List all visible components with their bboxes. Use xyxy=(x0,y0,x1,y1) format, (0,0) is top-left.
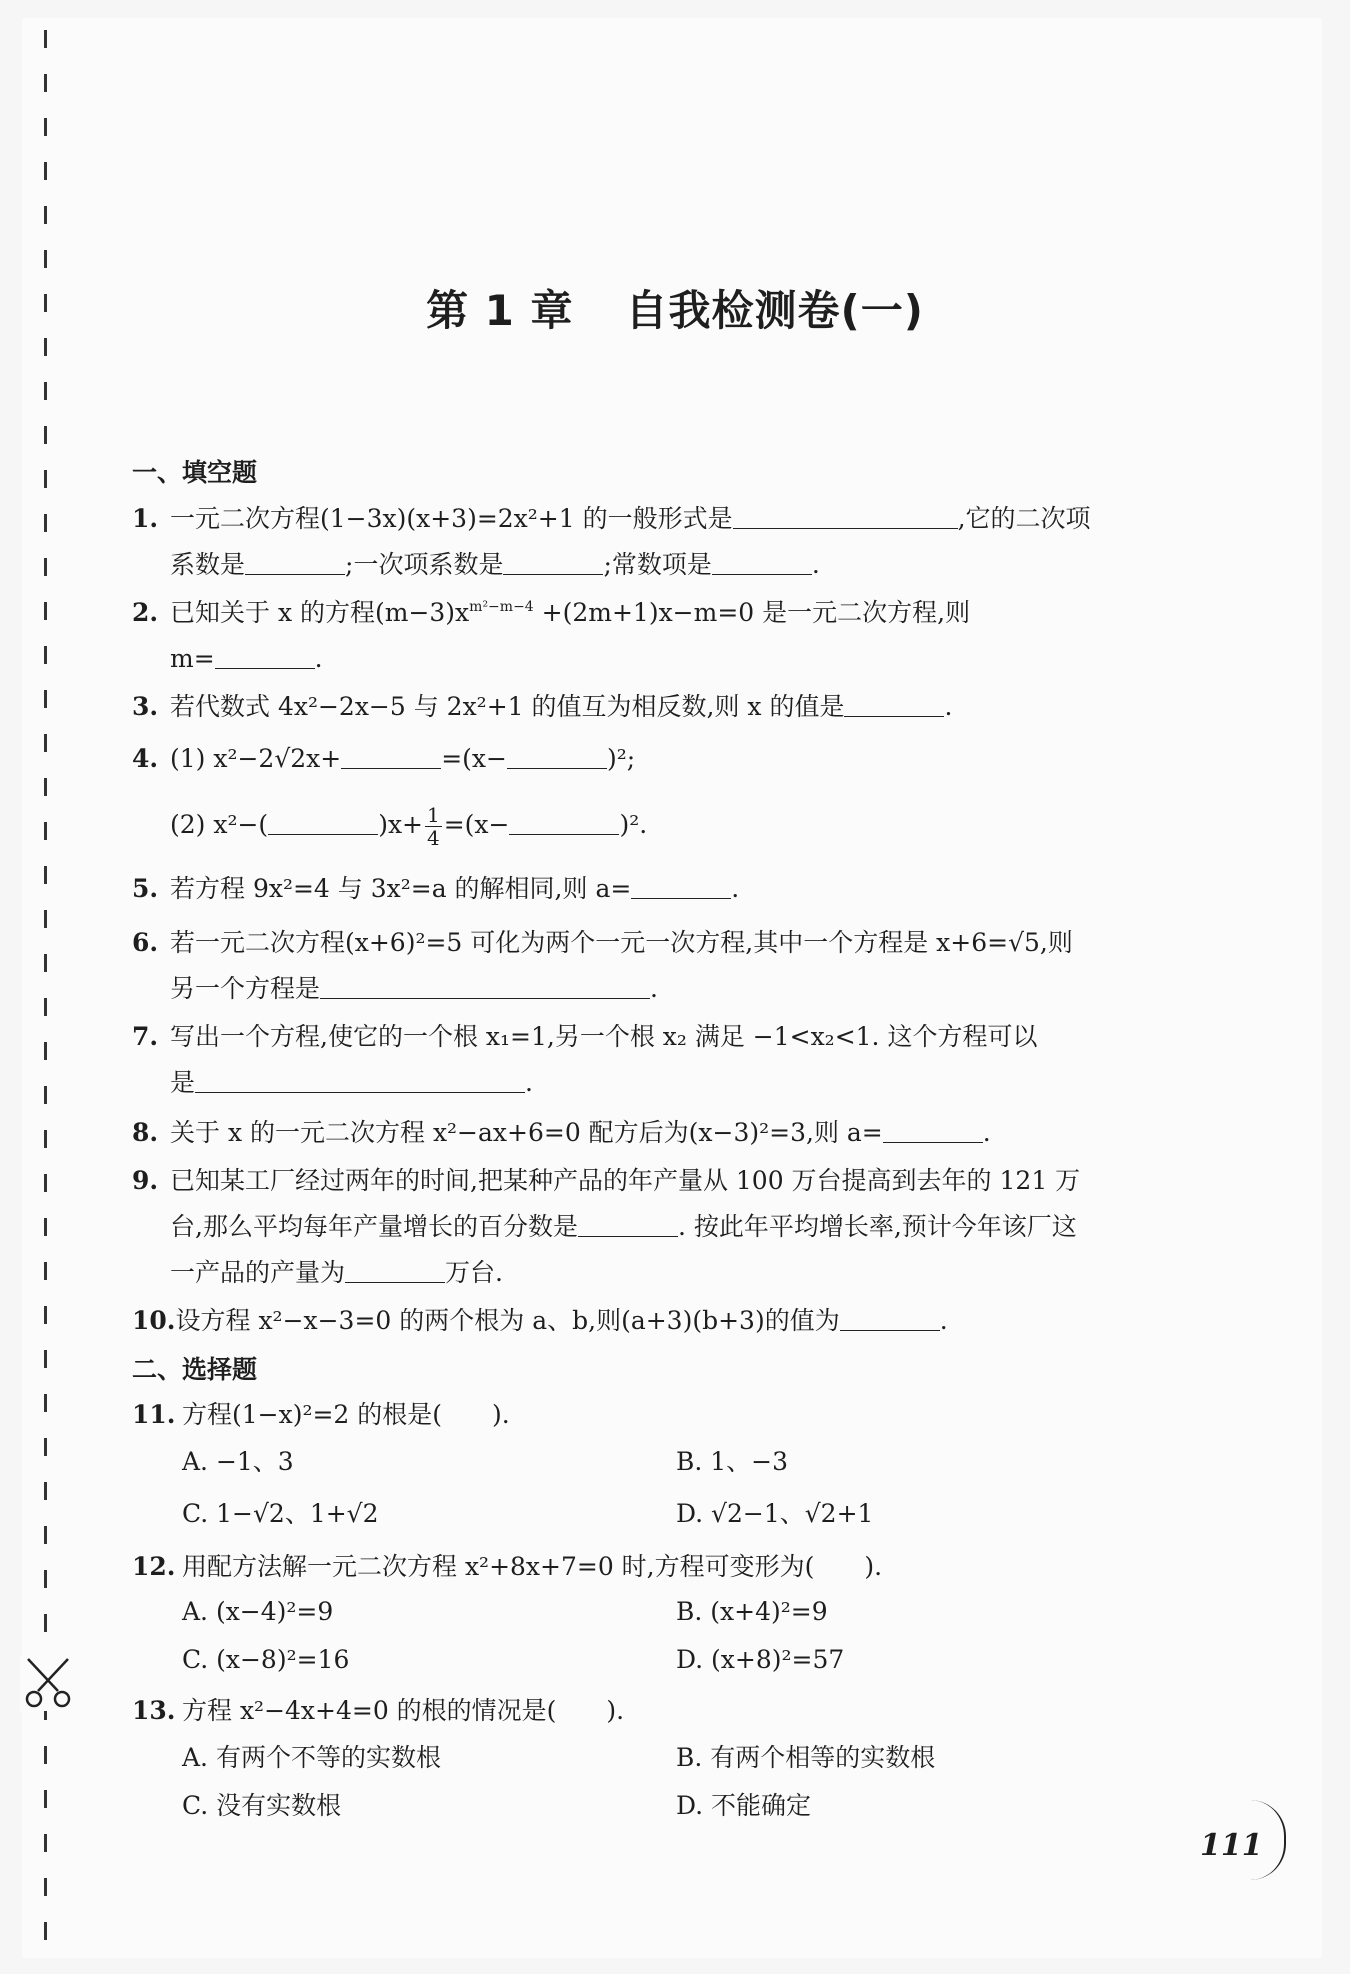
question-number: 3. xyxy=(132,692,159,721)
q12-option-a[interactable]: A. (x−4)²=9 xyxy=(182,1597,334,1626)
question-12: 12. 用配方法解一元二次方程 x²+8x+7=0 时,方程可变形为( ). xyxy=(132,1544,1192,1590)
question-11: 11. 方程(1−x)²=2 的根是( ). xyxy=(132,1392,1192,1438)
answer-blank[interactable] xyxy=(320,976,650,999)
question-number: 4. xyxy=(132,744,159,773)
q11-option-d[interactable]: D. √2−1、√2+1 xyxy=(676,1499,874,1528)
answer-blank[interactable] xyxy=(578,1214,678,1237)
fraction: $\frac{1}{4}$ xyxy=(427,803,440,850)
q13-option-d[interactable]: D. 不能确定 xyxy=(676,1791,812,1820)
question-number: 1. xyxy=(132,504,159,533)
answer-blank[interactable] xyxy=(883,1120,983,1143)
question-number: 11. xyxy=(132,1400,176,1429)
question-number: 9. xyxy=(132,1166,159,1195)
question-4-part-1: 4. (1) x²−2√2x+ =(x− )²; xyxy=(132,736,1192,782)
page-number: 111 xyxy=(1200,1828,1263,1863)
question-2: 2. 已知关于 x 的方程$(m-3)x^{m^2-m-4} +(2m+1)x-m=0$ 是一元二次方程,则 m= . xyxy=(132,590,1192,682)
question-number: 12. xyxy=(132,1552,176,1581)
chapter-label: 第 1 章 xyxy=(426,286,574,335)
question-number: 13. xyxy=(132,1696,176,1725)
answer-blank[interactable] xyxy=(840,1308,940,1331)
question-1: 1. 一元二次方程(1−3x)(x+3)=2x²+1 的一般形式是 ,它的二次项 系数是 ;一次项系数是 ;常数项是 . xyxy=(132,496,1192,588)
answer-blank[interactable] xyxy=(733,506,958,529)
answer-blank[interactable] xyxy=(245,552,345,575)
answer-blank[interactable] xyxy=(844,694,944,717)
q12-option-b[interactable]: B. (x+4)²=9 xyxy=(676,1597,828,1626)
q13-option-b[interactable]: B. 有两个相等的实数根 xyxy=(676,1743,936,1772)
answer-blank[interactable] xyxy=(503,552,603,575)
question-13: 13. 方程 x²−4x+4=0 的根的情况是( ). xyxy=(132,1688,1192,1734)
question-5: 5. 若方程 9x²=4 与 3x²=a 的解相同,则 a= . xyxy=(132,866,1192,912)
scissors-icon xyxy=(20,1655,76,1711)
q12-option-d[interactable]: D. (x+8)²=57 xyxy=(676,1645,845,1674)
question-8: 8. 关于 x 的一元二次方程 x²−ax+6=0 配方后为(x−3)²=3,则 a= . xyxy=(132,1110,1192,1156)
question-3: 3. 若代数式 4x²−2x−5 与 2x²+1 的值互为相反数,则 x 的值是 . xyxy=(132,684,1192,730)
question-10: 10.设方程 x²−x−3=0 的两个根为 a、b,则(a+3)(b+3)的值为 . xyxy=(132,1298,1192,1344)
question-9: 9. 已知某工厂经过两年的时间,把某种产品的年产量从 100 万台提高到去年的 121 万 台,那么平均每年产量增长的百分数是 . 按此年平均增长率,预计今年该厂这 一产品的产量为 万台. xyxy=(132,1158,1192,1296)
question-4-part-2: (2) x²−( )x+ $\frac{1}{4}$ =(x− )². xyxy=(170,803,648,850)
question-6: 6. 若一元二次方程(x+6)²=5 可化为两个一元一次方程,其中一个方程是 x+6=√5,则 另一个方程是 . xyxy=(132,920,1192,1012)
q13-option-c[interactable]: C. 没有实数根 xyxy=(182,1791,342,1820)
section-fill-in: 一、填空题 xyxy=(132,458,258,487)
q11-option-a[interactable]: A. −1、3 xyxy=(182,1447,294,1476)
q13-option-a[interactable]: A. 有两个不等的实数根 xyxy=(182,1743,441,1772)
question-number: 6. xyxy=(132,928,159,957)
question-7: 7. 写出一个方程,使它的一个根 x₁=1,另一个根 x₂ 满足 −1<x₂<1. 这个方程可以 是 . xyxy=(132,1014,1192,1106)
q11-option-c[interactable]: C. 1−√2、1+√2 xyxy=(182,1499,379,1528)
section-multiple-choice: 二、选择题 xyxy=(132,1355,258,1384)
answer-blank[interactable] xyxy=(341,746,441,769)
q12-option-c[interactable]: C. (x−8)²=16 xyxy=(182,1645,350,1674)
question-number: 8. xyxy=(132,1118,159,1147)
test-name: 自我检测卷(一) xyxy=(625,286,924,335)
page-title xyxy=(0,278,1350,338)
question-number: 7. xyxy=(132,1022,159,1051)
answer-blank[interactable] xyxy=(507,746,607,769)
answer-blank[interactable] xyxy=(712,552,812,575)
answer-blank[interactable] xyxy=(215,646,315,669)
q11-option-b[interactable]: B. 1、−3 xyxy=(676,1447,789,1476)
answer-blank[interactable] xyxy=(345,1260,445,1283)
answer-blank[interactable] xyxy=(631,876,731,899)
answer-blank[interactable] xyxy=(509,812,619,835)
question-number: 5. xyxy=(132,874,159,903)
answer-blank[interactable] xyxy=(195,1070,525,1093)
answer-blank[interactable] xyxy=(268,812,378,835)
question-number: 2. xyxy=(132,598,159,627)
question-number: 10. xyxy=(132,1306,176,1335)
